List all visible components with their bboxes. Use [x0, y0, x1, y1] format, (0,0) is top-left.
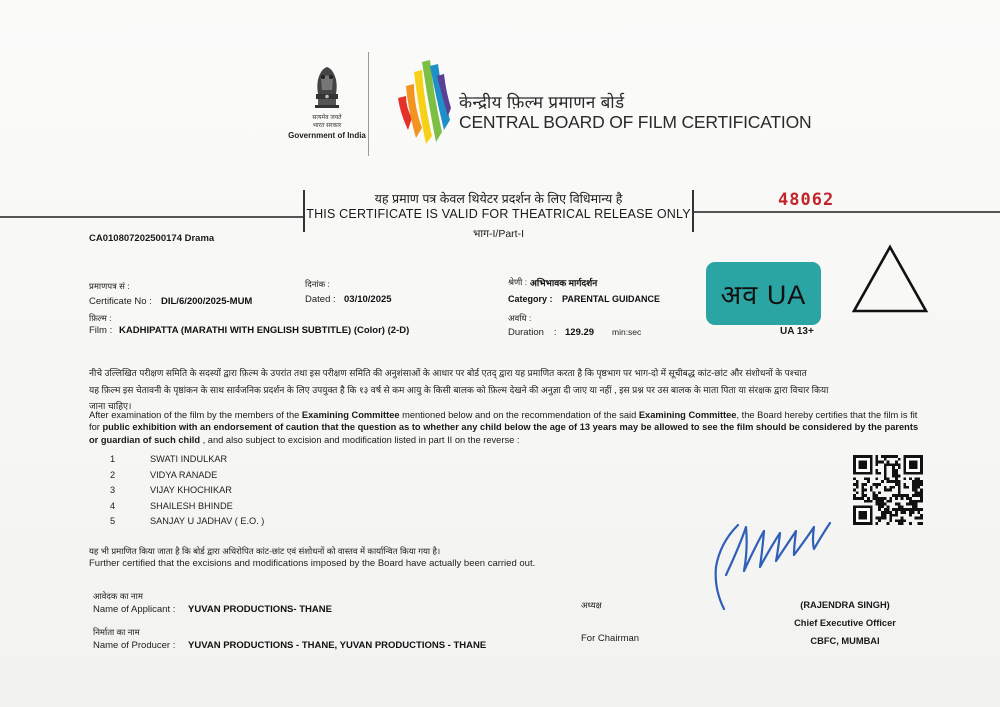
- validity-english: THIS CERTIFICATE IS VALID FOR THEATRICAL RELEASE ONLY: [306, 207, 691, 221]
- certificate-reference: CA010807202500174 Drama: [89, 233, 215, 244]
- rating-label: UA 13+: [780, 326, 814, 337]
- list-item: 5 SANJAY U JADHAV ( E.O. ): [110, 516, 265, 526]
- rating-triangle-icon: [850, 243, 930, 315]
- duration-value: 129.29: [565, 327, 595, 338]
- rule-right: [694, 211, 1000, 213]
- applicant-label-hindi: आवेदक का नाम: [93, 591, 143, 601]
- category-value-hindi: अभिभावक मार्गदर्शन: [530, 278, 598, 288]
- certified-english: Further certified that the excisions and modifications imposed by the Board have actually been carried out.: [89, 558, 536, 569]
- emblem-hindi: भारत सरकार: [312, 123, 342, 129]
- signatory-block: [770, 596, 920, 650]
- government-emblem: [282, 64, 372, 140]
- chairman-label: For Chairman: [581, 633, 640, 644]
- qr-code-icon: [853, 455, 923, 525]
- list-item: 2 VIDYA RANADE: [110, 469, 218, 480]
- rule-left: [0, 216, 303, 218]
- cbfc-logo-icon: [396, 58, 452, 148]
- date-label-hindi: दिनांक :: [305, 279, 330, 289]
- film-label: Film :: [89, 325, 113, 336]
- duration-label-hindi: अवधि :: [508, 313, 532, 323]
- cert-no-value: DIL/6/200/2025-MUM: [161, 296, 253, 307]
- date-label: Dated :: [305, 294, 336, 305]
- emblem-motto: सत्यमेव जयते: [312, 115, 342, 121]
- duration-unit: min:sec: [612, 327, 642, 337]
- bracket-right: [692, 190, 694, 232]
- duration-label: Duration :: [508, 327, 557, 338]
- category-label: Category :: [508, 294, 553, 304]
- chairman-label-hindi: अध्यक्ष: [581, 600, 602, 610]
- list-item: 3 VIJAY KHOCHIKAR: [110, 485, 232, 495]
- certificate-serial: 48062: [778, 190, 835, 210]
- category-label-hindi: श्रेणी :: [508, 277, 528, 287]
- film-value: KADHIPATTA (MARATHI WITH ENGLISH SUBTITLE) (Color) (2-D): [119, 325, 410, 336]
- signatory-title: Chief Executive Officer: [794, 618, 896, 628]
- producer-label: Name of Producer :: [93, 640, 176, 651]
- applicant-value: YUVAN PRODUCTIONS- THANE: [188, 604, 332, 615]
- category-value: PARENTAL GUIDANCE: [562, 294, 661, 304]
- cert-no-label: Certificate No :: [89, 296, 152, 307]
- paragraph-hindi-line-1: नीचे उल्लिखित परीक्षण समिति के सदस्यों द्वारा फ़िल्म के उपरांत तथा इस परीक्षण समिति की अनुशंसाओं के आधार पर बोर्ड एतद् द्वारा यह प्रमाणित करता है कि पृष्ठभाग पर भाग-दो में सूचीबद्ध कांट-छांट और संशोधनों के पश्चात: [89, 368, 807, 378]
- committee-members-list: [110, 454, 264, 532]
- cert-no-label-hindi: प्रमाणपत्र सं :: [89, 281, 130, 291]
- film-label-hindi: फ़िल्म :: [89, 313, 112, 323]
- emblem-english: Government of India: [288, 131, 366, 140]
- list-item: 1 SWATI INDULKAR: [110, 454, 228, 464]
- producer-value: YUVAN PRODUCTIONS - THANE, YUVAN PRODUCTIONS - THANE: [188, 640, 487, 651]
- signatory-name: (RAJENDRA SINGH): [800, 600, 890, 610]
- lion-capital-icon: [310, 64, 344, 114]
- paragraph-hindi-line-2: यह फ़िल्म इस चेतावनी के पृष्ठांकन के साथ सार्वजनिक प्रदर्शन के लिए उपयुक्त है कि १३ वर्ष से कम आयु के किसी बालक को फ़िल्म देखने की अनुज्ञा दी जाए या नहीं , इस प्रश्न पर उस बालक के माता पिता या संरक्षक द्वारा विचार किया: [89, 385, 829, 395]
- header-divider: [368, 52, 369, 156]
- signatory-office: CBFC, MUMBAI: [810, 636, 880, 646]
- certified-hindi: यह भी प्रमाणित किया जाता है कि बोर्ड द्वारा अधिरोपित कांट-छांट एवं संशोधनों को वास्तव में कार्यान्वित किया गया है।: [89, 546, 441, 556]
- paragraph-hindi-line-3: जाना चाहिए।: [89, 401, 132, 411]
- paragraph-english: After examination of the film by the members of the Examining Committee mentioned below and on the recommendation of the said Examining Committee, the Board hereby certifies that the film is fit for public exhibition with an endorsement of caution that the question as to whether any child below the age of 13 years may be allowed to see the film should be considered by the parents or guardian of such child , and also subject to excision and modification listed in part II on the reverse :: [89, 410, 919, 445]
- part-label: भाग-I/Part-I: [472, 228, 524, 240]
- board-name-english: CENTRAL BOARD OF FILM CERTIFICATION: [459, 112, 812, 132]
- rating-badge-text: अव UA: [720, 280, 807, 310]
- validity-hindi: यह प्रमाण पत्र केवल थियेटर प्रदर्शन के लिए विधिमान्य है: [374, 192, 623, 206]
- date-value: 03/10/2025: [344, 294, 392, 305]
- applicant-label: Name of Applicant :: [93, 604, 176, 615]
- producer-label-hindi: निर्माता का नाम: [93, 627, 140, 637]
- board-name-hindi: केन्द्रीय फ़िल्म प्रमाणन बोर्ड: [459, 93, 625, 112]
- rating-badge: [706, 262, 821, 325]
- list-item: 4 SHAILESH BHINDE: [110, 500, 233, 511]
